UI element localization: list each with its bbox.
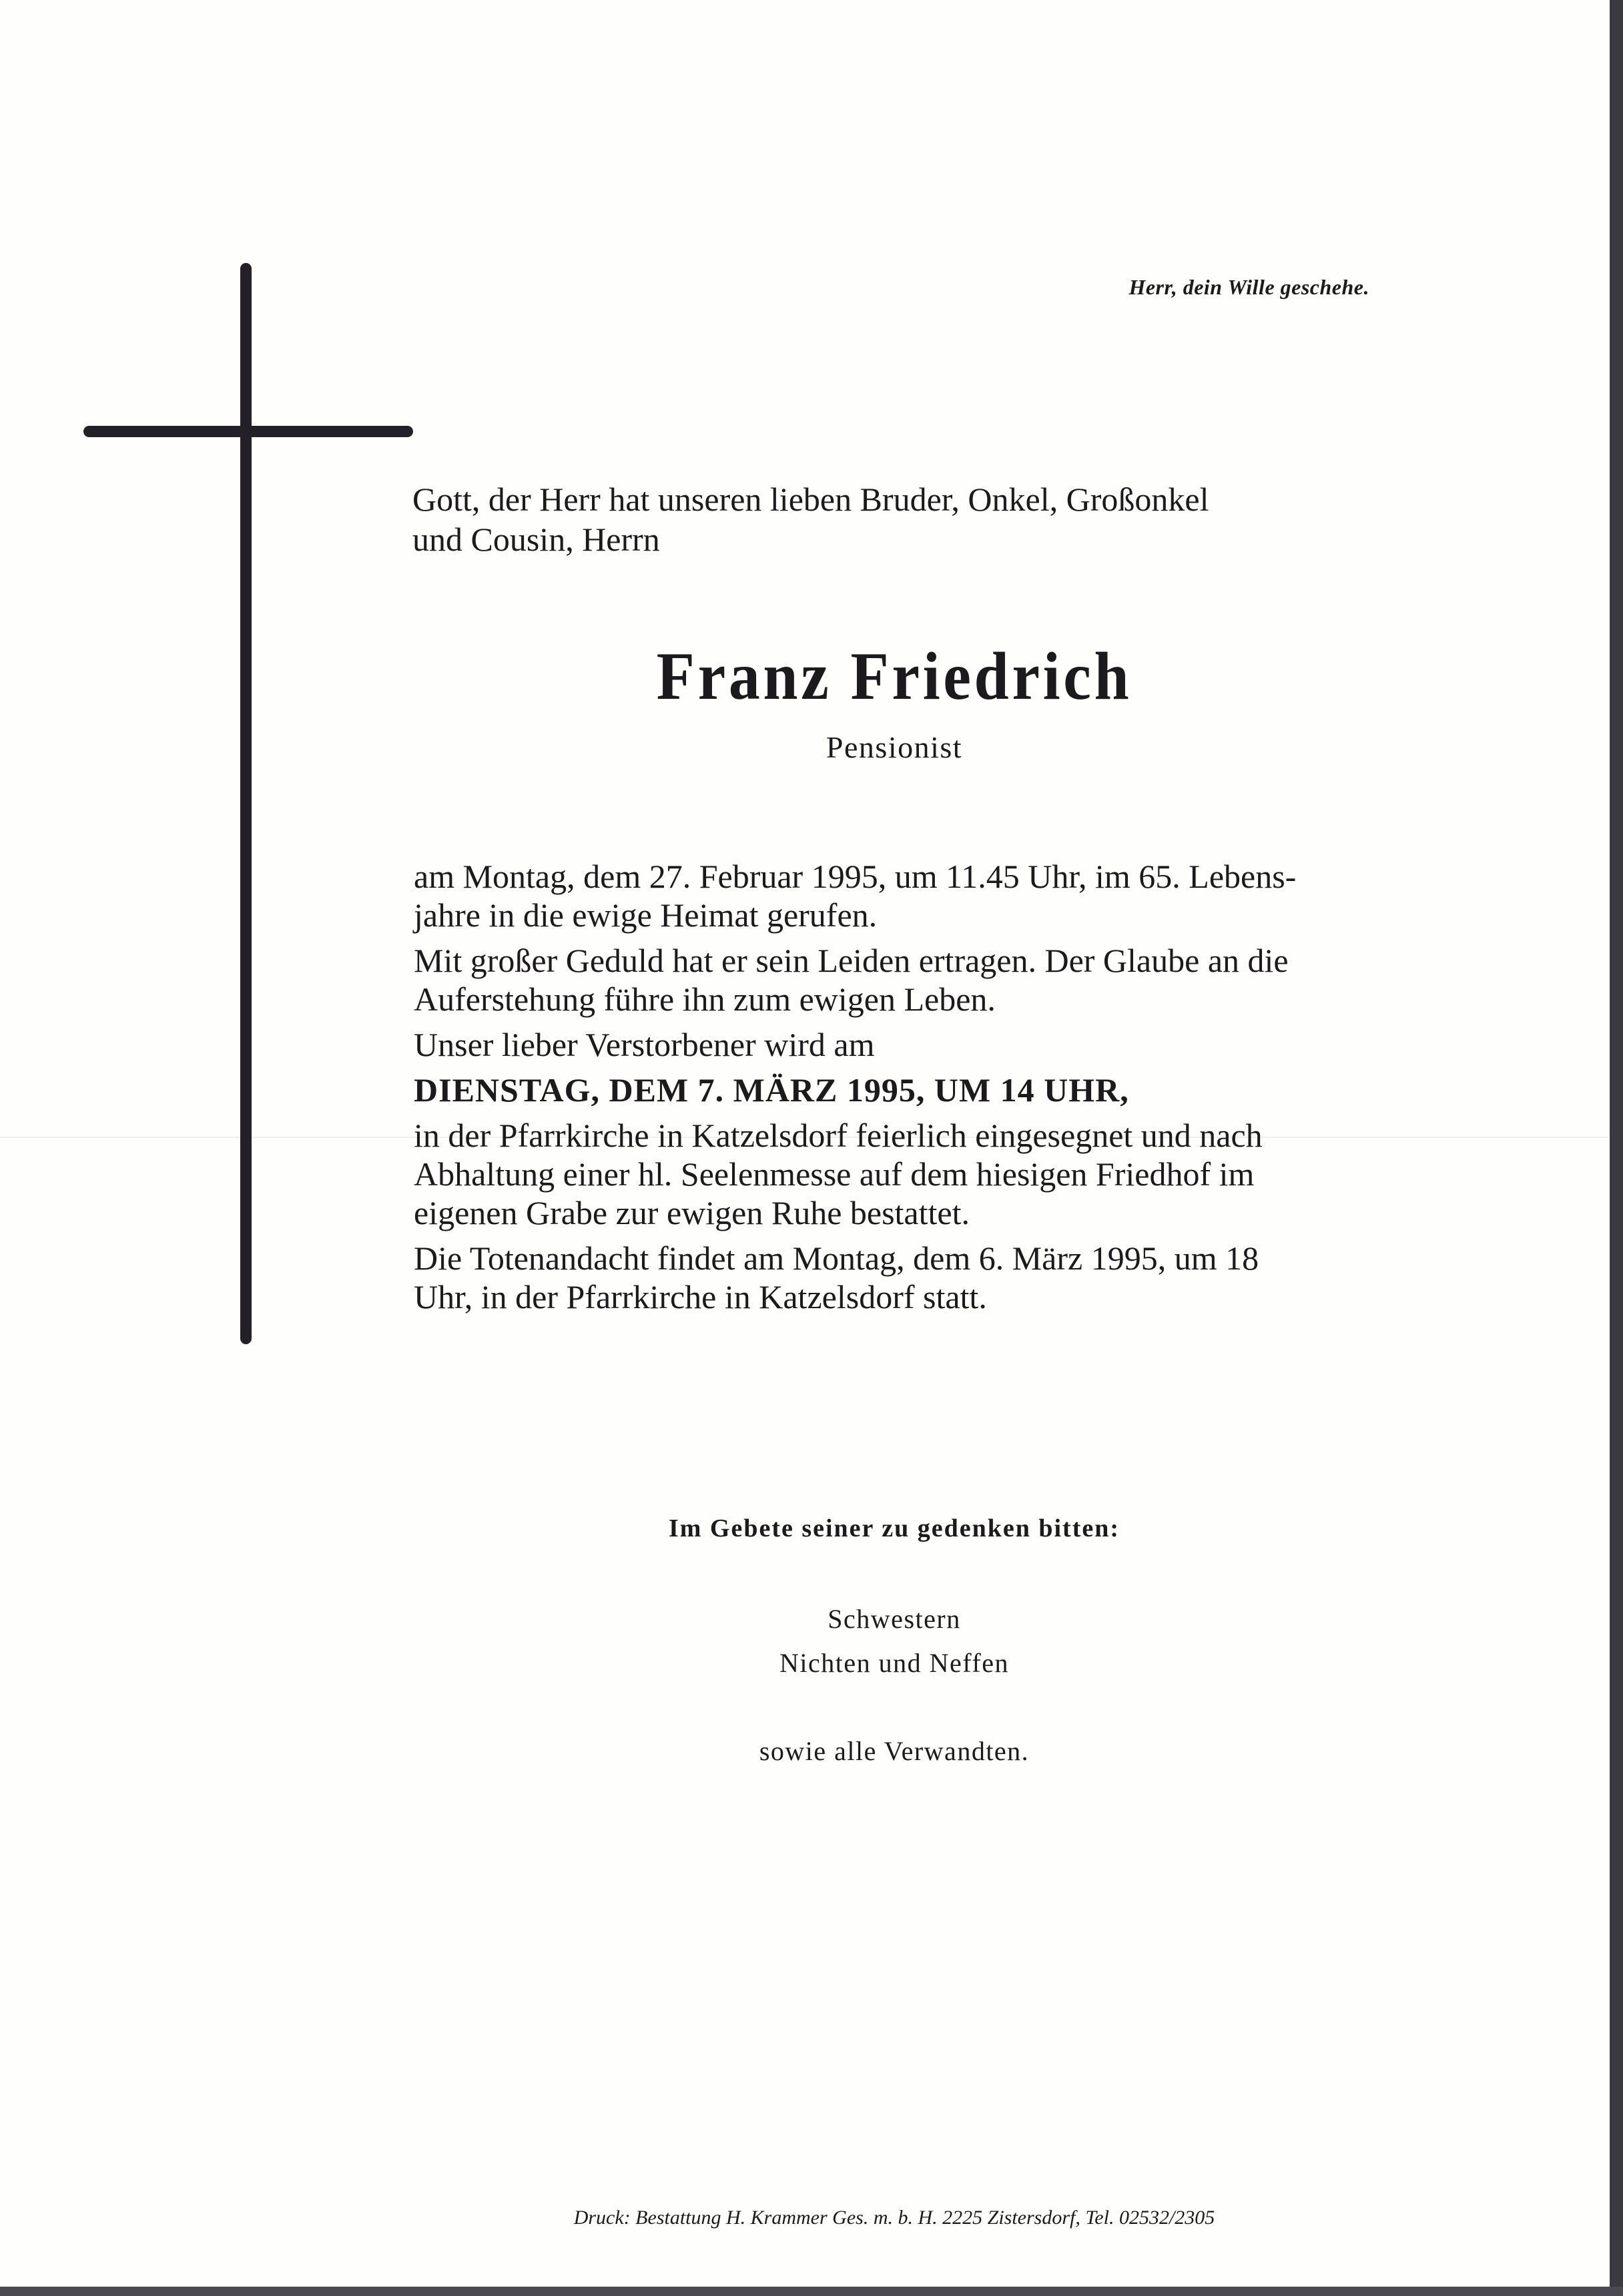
text-line: Abhaltung einer hl. Seelenmesse auf dem hiesigen Friedhof im [414, 1155, 1255, 1193]
mourner-line: Nichten und Neffen [779, 1648, 1009, 1678]
cross-vertical-bar [240, 263, 252, 1344]
announcement-body [414, 857, 1296, 1323]
text-line: in der Pfarrkirche in Katzelsdorf feierlich eingesegnet und nach [414, 1117, 1263, 1154]
text-line: am Montag, dem 27. Februar 1995, um 11.45 Uhr, im 65. Lebens- [414, 858, 1297, 895]
printer-imprint: Druck: Bestattung H. Krammer Ges. m. b. H. 2225 Zistersdorf, Tel. 02532/2305 [573, 2207, 1215, 2229]
paragraph-funeral-intro [414, 1025, 1296, 1064]
text-line: Die Totenandacht findet am Montag, dem 6. März 1995, um 18 [414, 1239, 1259, 1277]
motto: Herr, dein Wille geschehe. [1128, 275, 1369, 299]
text-line: jahre in die ewige Heimat gerufen. [414, 896, 878, 934]
mourner-line: Schwestern [828, 1604, 961, 1634]
text-line: eigenen Grabe zur ewigen Ruhe bestattet. [414, 1194, 970, 1231]
deceased-name: Franz Friedrich [656, 639, 1132, 714]
mourner-line: sowie alle Verwandten. [759, 1736, 1030, 1766]
scan-edge-right [1610, 0, 1623, 2296]
paragraph-funeral-date [414, 1071, 1296, 1109]
text-line: Unser lieber Verstorbener wird am [414, 1026, 875, 1063]
text-line: Uhr, in der Pfarrkirche in Katzelsdorf statt. [414, 1278, 987, 1316]
scan-edge-bottom [0, 2287, 1623, 2296]
cross-horizontal-bar [83, 426, 413, 437]
paragraph-funeral-details [414, 1116, 1296, 1232]
paragraph-death-date [414, 857, 1296, 934]
paragraph-wake [414, 1239, 1296, 1316]
deceased-occupation: Pensionist [826, 730, 963, 764]
paragraph-faith [414, 941, 1296, 1019]
intro-text [412, 479, 1209, 559]
funeral-date: DIENSTAG, DEM 7. MÄRZ 1995, UM 14 UHR, [414, 1071, 1129, 1109]
intro-line: und Cousin, Herrn [412, 521, 660, 558]
text-line: Auferstehung führe ihn zum ewigen Leben. [414, 980, 996, 1018]
intro-line: Gott, der Herr hat unseren lieben Bruder, Onkel, Großonkel [412, 481, 1209, 518]
prayer-request: Im Gebete seiner zu gedenken bitten: [668, 1514, 1120, 1542]
text-line: Mit großer Geduld hat er sein Leiden ertragen. Der Glaube an die [414, 942, 1289, 979]
